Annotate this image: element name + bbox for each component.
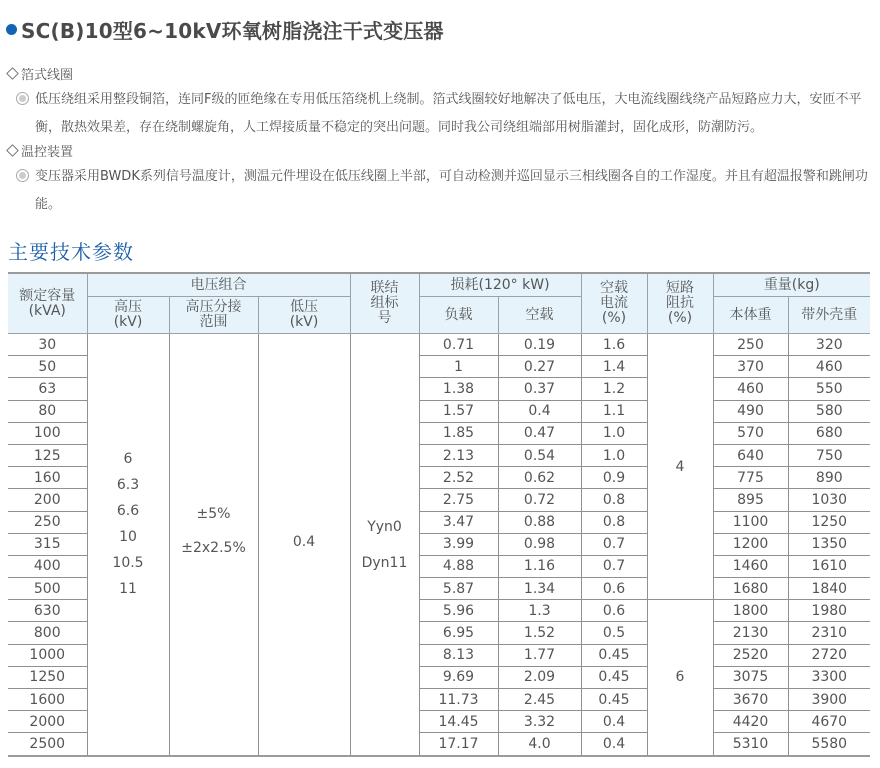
cell-capacity: 160 bbox=[8, 467, 87, 489]
cell-noload-current: 0.45 bbox=[581, 666, 647, 688]
header-hv-tap: 高压分接 范围 bbox=[169, 297, 258, 334]
table-body bbox=[8, 334, 870, 756]
header-connection: 联结 组标 号 bbox=[350, 273, 419, 334]
cell-noload-loss: 0.37 bbox=[498, 378, 581, 400]
cell-noload-current: 0.45 bbox=[581, 689, 647, 711]
cell-body-weight: 640 bbox=[713, 444, 788, 466]
cell-shell-weight: 2720 bbox=[788, 644, 870, 666]
cell-noload-current: 0.7 bbox=[581, 533, 647, 555]
header-weight: 重量(kg) bbox=[713, 273, 870, 297]
cell-noload-current: 0.9 bbox=[581, 467, 647, 489]
header-load-loss: 负载 bbox=[419, 297, 498, 334]
cell-body-weight: 2520 bbox=[713, 644, 788, 666]
cell-load-loss: 1.38 bbox=[419, 378, 498, 400]
cell-capacity: 100 bbox=[8, 422, 87, 444]
cell-noload-current: 1.1 bbox=[581, 400, 647, 422]
cell-capacity: 2000 bbox=[8, 711, 87, 733]
cell-noload-current: 0.4 bbox=[581, 733, 647, 756]
cell-impedance-merged: 6 bbox=[647, 600, 713, 756]
cell-noload-current: 0.45 bbox=[581, 644, 647, 666]
page-title-text: SC(B)10型6~10kV环氧树脂浇注干式变压器 bbox=[21, 18, 444, 43]
cell-shell-weight: 750 bbox=[788, 444, 870, 466]
cell-shell-weight: 460 bbox=[788, 356, 870, 378]
cell-load-loss: 5.87 bbox=[419, 578, 498, 600]
cell-body-weight: 490 bbox=[713, 400, 788, 422]
header-shell-weight: 带外壳重 bbox=[788, 297, 870, 334]
cell-shell-weight: 580 bbox=[788, 400, 870, 422]
header-noload-loss: 空载 bbox=[498, 297, 581, 334]
cell-body-weight: 1800 bbox=[713, 600, 788, 622]
cell-noload-current: 0.4 bbox=[581, 711, 647, 733]
cell-load-loss: 1.85 bbox=[419, 422, 498, 444]
cell-shell-weight: 5580 bbox=[788, 733, 870, 756]
cell-body-weight: 1460 bbox=[713, 555, 788, 577]
cell-body-weight: 250 bbox=[713, 334, 788, 356]
cell-noload-current: 0.6 bbox=[581, 600, 647, 622]
cell-noload-current: 0.8 bbox=[581, 489, 647, 511]
cell-shell-weight: 3300 bbox=[788, 666, 870, 688]
cell-capacity: 630 bbox=[8, 600, 87, 622]
cell-load-loss: 17.17 bbox=[419, 733, 498, 756]
header-body-weight: 本体重 bbox=[713, 297, 788, 334]
cell-shell-weight: 890 bbox=[788, 467, 870, 489]
cell-load-loss: 11.73 bbox=[419, 689, 498, 711]
cell-noload-loss: 0.19 bbox=[498, 334, 581, 356]
cell-noload-loss: 0.62 bbox=[498, 467, 581, 489]
cell-body-weight: 775 bbox=[713, 467, 788, 489]
cell-capacity: 1600 bbox=[8, 689, 87, 711]
cell-shell-weight: 4670 bbox=[788, 711, 870, 733]
cell-load-loss: 1 bbox=[419, 356, 498, 378]
cell-capacity: 30 bbox=[8, 334, 87, 356]
cell-load-loss: 0.71 bbox=[419, 334, 498, 356]
cell-load-loss: 2.75 bbox=[419, 489, 498, 511]
circle-bullet-icon bbox=[16, 92, 29, 105]
cell-load-loss: 3.99 bbox=[419, 533, 498, 555]
cell-noload-current: 1.0 bbox=[581, 422, 647, 444]
cell-body-weight: 3075 bbox=[713, 666, 788, 688]
cell-load-loss: 2.52 bbox=[419, 467, 498, 489]
cell-body-weight: 1680 bbox=[713, 578, 788, 600]
cell-noload-loss: 0.47 bbox=[498, 422, 581, 444]
cell-body-weight: 570 bbox=[713, 422, 788, 444]
cell-shell-weight: 680 bbox=[788, 422, 870, 444]
diamond-icon bbox=[6, 144, 19, 157]
cell-noload-loss: 3.32 bbox=[498, 711, 581, 733]
cell-shell-weight: 1350 bbox=[788, 533, 870, 555]
cell-body-weight: 370 bbox=[713, 356, 788, 378]
cell-capacity: 2500 bbox=[8, 733, 87, 756]
cell-body-weight: 3670 bbox=[713, 689, 788, 711]
section-foil-coil bbox=[6, 62, 875, 142]
cell-noload-current: 0.8 bbox=[581, 511, 647, 533]
cell-capacity: 1000 bbox=[8, 644, 87, 666]
header-voltage-group: 电压组合 bbox=[87, 273, 350, 297]
section-heading: 箔式线圈 bbox=[21, 67, 74, 83]
cell-shell-weight: 1610 bbox=[788, 555, 870, 577]
cell-noload-current: 0.7 bbox=[581, 555, 647, 577]
header-noload-current: 空载 电流 (%) bbox=[581, 273, 647, 334]
diamond-icon bbox=[6, 67, 19, 80]
spec-table bbox=[8, 272, 870, 757]
cell-load-loss: 1.57 bbox=[419, 400, 498, 422]
cell-capacity: 315 bbox=[8, 533, 87, 555]
cell-load-loss: 2.13 bbox=[419, 444, 498, 466]
header-loss: 损耗(120° kW) bbox=[419, 273, 581, 297]
cell-noload-loss: 1.77 bbox=[498, 644, 581, 666]
cell-shell-weight: 320 bbox=[788, 334, 870, 356]
cell-body-weight: 895 bbox=[713, 489, 788, 511]
section-temp-control bbox=[6, 139, 875, 219]
cell-shell-weight: 1980 bbox=[788, 600, 870, 622]
cell-body-weight: 4420 bbox=[713, 711, 788, 733]
cell-noload-loss: 1.16 bbox=[498, 555, 581, 577]
cell-body-weight: 2130 bbox=[713, 622, 788, 644]
cell-load-loss: 6.95 bbox=[419, 622, 498, 644]
cell-load-loss: 4.88 bbox=[419, 555, 498, 577]
cell-shell-weight: 3900 bbox=[788, 689, 870, 711]
cell-load-loss: 5.96 bbox=[419, 600, 498, 622]
cell-capacity: 50 bbox=[8, 356, 87, 378]
circle-bullet-icon bbox=[16, 169, 29, 182]
cell-capacity: 63 bbox=[8, 378, 87, 400]
cell-noload-loss: 2.09 bbox=[498, 666, 581, 688]
cell-hv-merged: 6 6.3 6.6 10 10.5 11 bbox=[87, 334, 169, 756]
cell-noload-loss: 0.72 bbox=[498, 489, 581, 511]
cell-capacity: 1250 bbox=[8, 666, 87, 688]
cell-body-weight: 1200 bbox=[713, 533, 788, 555]
cell-lv-merged: 0.4 bbox=[258, 334, 350, 756]
cell-impedance-merged: 4 bbox=[647, 334, 713, 600]
cell-noload-loss: 0.4 bbox=[498, 400, 581, 422]
header-lv: 低压 (kV) bbox=[258, 297, 350, 334]
cell-noload-loss: 1.34 bbox=[498, 578, 581, 600]
cell-noload-loss: 1.3 bbox=[498, 600, 581, 622]
cell-noload-loss: 0.88 bbox=[498, 511, 581, 533]
cell-noload-loss: 1.52 bbox=[498, 622, 581, 644]
cell-shell-weight: 1030 bbox=[788, 489, 870, 511]
cell-capacity: 200 bbox=[8, 489, 87, 511]
header-impedance: 短路 阻抗 (%) bbox=[647, 273, 713, 334]
cell-load-loss: 8.13 bbox=[419, 644, 498, 666]
cell-shell-weight: 550 bbox=[788, 378, 870, 400]
cell-noload-current: 0.5 bbox=[581, 622, 647, 644]
section-text: 变压器采用BWDK系列信号温度计，测温元件埋设在低压线圈上半部，可自动检测并巡回显示三相线圈各自的工作湿度。并且有超温报警和跳闸功能。 bbox=[35, 169, 868, 212]
section-heading: 温控装置 bbox=[21, 144, 74, 160]
cell-capacity: 250 bbox=[8, 511, 87, 533]
cell-noload-loss: 0.98 bbox=[498, 533, 581, 555]
cell-shell-weight: 1840 bbox=[788, 578, 870, 600]
cell-noload-current: 1.0 bbox=[581, 444, 647, 466]
cell-capacity: 125 bbox=[8, 444, 87, 466]
cell-shell-weight: 2310 bbox=[788, 622, 870, 644]
section-text: 低压绕组采用整段铜箔，连同F级的匝绝缘在专用低压箔绕机上绕制。箔式线圈较好地解决了低电压，大电流线圈线绕产品短路应力大，安匝不平衡，散热效果差，存在绕制螺旋角，人工焊接质量不稳定的突出问题。同时我公司绕组端部用树脂灌封，固化成形，防潮防污。 bbox=[35, 92, 862, 135]
cell-connection-merged: Yyn0 Dyn11 bbox=[350, 334, 419, 756]
cell-noload-current: 1.6 bbox=[581, 334, 647, 356]
cell-capacity: 80 bbox=[8, 400, 87, 422]
cell-load-loss: 9.69 bbox=[419, 666, 498, 688]
cell-body-weight: 460 bbox=[713, 378, 788, 400]
cell-noload-current: 0.6 bbox=[581, 578, 647, 600]
bullet-dot-icon bbox=[6, 24, 17, 35]
header-hv: 高压 (kV) bbox=[87, 297, 169, 334]
cell-body-weight: 1100 bbox=[713, 511, 788, 533]
cell-shell-weight: 1250 bbox=[788, 511, 870, 533]
page-title bbox=[6, 14, 444, 44]
cell-capacity: 400 bbox=[8, 555, 87, 577]
cell-load-loss: 3.47 bbox=[419, 511, 498, 533]
table-row bbox=[8, 334, 870, 356]
cell-noload-loss: 2.45 bbox=[498, 689, 581, 711]
cell-noload-loss: 0.27 bbox=[498, 356, 581, 378]
cell-body-weight: 5310 bbox=[713, 733, 788, 756]
cell-noload-loss: 0.54 bbox=[498, 444, 581, 466]
cell-capacity: 800 bbox=[8, 622, 87, 644]
cell-noload-current: 1.2 bbox=[581, 378, 647, 400]
header-capacity: 额定容量 (kVA) bbox=[8, 273, 87, 334]
table-title: 主要技术参数 bbox=[8, 240, 134, 264]
cell-noload-loss: 4.0 bbox=[498, 733, 581, 756]
cell-hv-tap-merged: ±5% ±2x2.5% bbox=[169, 334, 258, 756]
cell-noload-current: 1.4 bbox=[581, 356, 647, 378]
cell-load-loss: 14.45 bbox=[419, 711, 498, 733]
cell-capacity: 500 bbox=[8, 578, 87, 600]
